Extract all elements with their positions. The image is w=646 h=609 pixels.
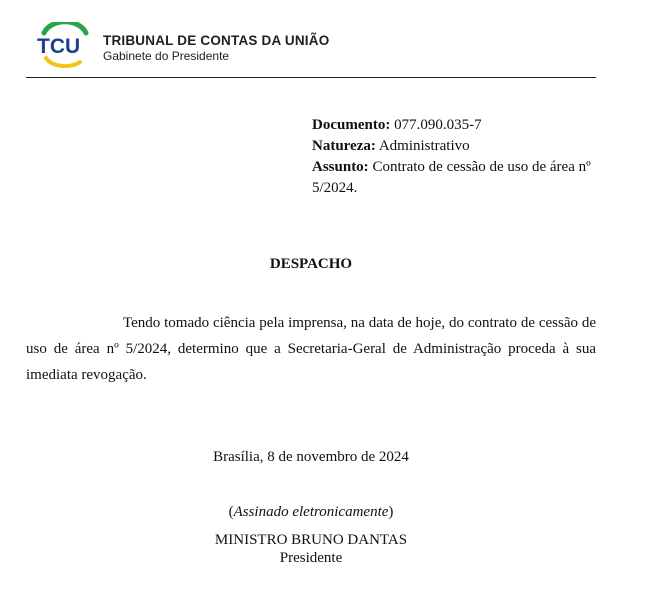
header-divider: [26, 77, 596, 78]
org-subtitle: Gabinete do Presidente: [103, 49, 230, 63]
body-paragraph: Tendo tomado ciência pela imprensa, na data de hoje, do contrato de cessão de uso de área nº 5/2024, determino que a Secretaria-Geral de Administração proceda à sua imediata revogação.: [26, 315, 596, 383]
natureza-value: Administrativo: [378, 138, 470, 154]
place-date: Brasília, 8 de novembro de 2024: [213, 449, 409, 465]
assunto-value: Contrato de cessão de uso de área nº 5/2024.: [312, 159, 591, 196]
assunto-row: [312, 157, 602, 199]
natureza-label: Natureza:: [312, 138, 376, 154]
logo-green-arc: [44, 22, 86, 33]
signer-name: MINISTRO BRUNO DANTAS: [214, 532, 408, 548]
signer-title: Presidente: [279, 550, 343, 566]
natureza-row: [312, 136, 602, 157]
signer-block: [0, 531, 622, 567]
documento-row: [312, 115, 602, 136]
org-name: TRIBUNAL DE CONTAS DA UNIÃO: [103, 33, 330, 48]
documento-label: Documento:: [312, 117, 391, 133]
document-metadata: [312, 115, 602, 199]
signed-note-text: Assinado eletronicamente: [233, 504, 389, 520]
document-heading: DESPACHO: [269, 256, 353, 272]
assunto-label: Assunto:: [312, 159, 369, 175]
logo-yellow-arc: [46, 58, 80, 66]
logo-text: TCU: [37, 35, 81, 58]
documento-value: 077.090.035-7: [394, 117, 482, 133]
tcu-logo: [36, 22, 94, 68]
signed-note: (Assinado eletronicamente): [228, 504, 394, 520]
